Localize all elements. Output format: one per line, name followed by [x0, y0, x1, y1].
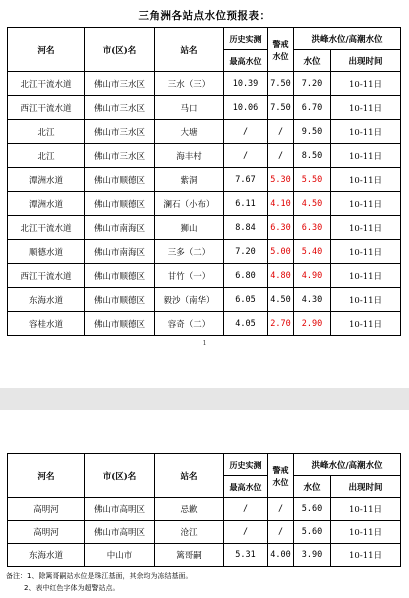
cell-district: 佛山市高明区: [85, 521, 155, 544]
cell-warning-level: 2.70: [268, 312, 294, 336]
cell-district: 佛山市三水区: [85, 72, 155, 96]
cell-forecast-level: 4.30: [294, 288, 331, 312]
note-line-2: 2、表中红色字体为超警站点。: [24, 584, 120, 592]
cell-river: 东海水道: [8, 544, 85, 567]
forecast-table-2: [7, 453, 401, 567]
cell-station: 狮山: [155, 216, 224, 240]
notes: [6, 570, 192, 594]
cell-hist-max: 7.67: [224, 168, 268, 192]
cell-river: 北江干流水道: [8, 72, 85, 96]
cell-forecast-level: 6.30: [294, 216, 331, 240]
cell-forecast-level: 5.40: [294, 240, 331, 264]
table-row: [8, 264, 401, 288]
cell-time: 10-11日: [331, 264, 401, 288]
cell-river: 北江干流水道: [8, 216, 85, 240]
cell-hist-max: 8.84: [224, 216, 268, 240]
cell-forecast-level: 6.70: [294, 96, 331, 120]
cell-station: 澜石（小布）: [155, 192, 224, 216]
cell-station: 毅沙（南华）: [155, 288, 224, 312]
cell-time: 10-11日: [331, 312, 401, 336]
cell-district: 佛山市顺德区: [85, 192, 155, 216]
cell-district: 佛山市南海区: [85, 216, 155, 240]
header-warning: 警戒 水位: [268, 454, 294, 498]
table-row: [8, 96, 401, 120]
page-title: 三角洲各站点水位预报表：: [138, 10, 271, 22]
cell-district: 佛山市三水区: [85, 96, 155, 120]
header-level: 水位: [294, 476, 331, 498]
cell-forecast-level: 8.50: [294, 144, 331, 168]
cell-station: 马口: [155, 96, 224, 120]
cell-forecast-level: 5.50: [294, 168, 331, 192]
table-row: [8, 72, 401, 96]
cell-district: 佛山市三水区: [85, 120, 155, 144]
cell-time: 10-11日: [331, 168, 401, 192]
table-row: [8, 288, 401, 312]
cell-warning-level: 7.50: [268, 72, 294, 96]
cell-river: 西江干流水道: [8, 96, 85, 120]
cell-warning-level: 4.80: [268, 264, 294, 288]
cell-station: 篱哥嗣: [155, 544, 224, 567]
forecast-table-1: [7, 27, 401, 336]
table-row: [8, 544, 401, 567]
cell-station: 三水（三）: [155, 72, 224, 96]
cell-time: 10-11日: [331, 521, 401, 544]
cell-river: 顺德水道: [8, 240, 85, 264]
page-number: 1: [202, 340, 207, 347]
cell-station: 甘竹（一）: [155, 264, 224, 288]
table-row: [8, 240, 401, 264]
header-time: 出现时间: [331, 50, 401, 72]
cell-warning-level: /: [268, 498, 294, 521]
note-line-1: 备注：1、除篱哥嗣站水位是珠江基面，其余均为冻结基面。: [6, 572, 193, 580]
cell-river: 高明河: [8, 521, 85, 544]
table-row: [8, 144, 401, 168]
cell-district: 佛山市顺德区: [85, 312, 155, 336]
cell-forecast-level: 4.90: [294, 264, 331, 288]
cell-time: 10-11日: [331, 288, 401, 312]
cell-time: 10-11日: [331, 96, 401, 120]
header-level: 水位: [294, 50, 331, 72]
cell-hist-max: /: [224, 498, 268, 521]
cell-hist-max: 5.31: [224, 544, 268, 567]
cell-warning-level: 5.00: [268, 240, 294, 264]
cell-warning-level: /: [268, 144, 294, 168]
header-river: 河名: [8, 28, 85, 72]
cell-forecast-level: 7.20: [294, 72, 331, 96]
table-row: [8, 168, 401, 192]
header-district: 市(区)名: [85, 28, 155, 72]
cell-forecast-level: 5.60: [294, 521, 331, 544]
page-separator: [0, 388, 409, 410]
cell-hist-max: 10.06: [224, 96, 268, 120]
cell-warning-level: 4.50: [268, 288, 294, 312]
cell-river: 潭洲水道: [8, 168, 85, 192]
header-station: 站名: [155, 454, 224, 498]
cell-time: 10-11日: [331, 192, 401, 216]
cell-river: 高明河: [8, 498, 85, 521]
cell-district: 佛山市顺德区: [85, 264, 155, 288]
cell-district: 佛山市三水区: [85, 144, 155, 168]
table-row: [8, 192, 401, 216]
document-page-2: [0, 410, 409, 598]
cell-hist-max: 6.80: [224, 264, 268, 288]
cell-warning-level: 5.30: [268, 168, 294, 192]
cell-time: 10-11日: [331, 120, 401, 144]
header-station: 站名: [155, 28, 224, 72]
cell-river: 容桂水道: [8, 312, 85, 336]
table-row: [8, 312, 401, 336]
cell-warning-level: 7.50: [268, 96, 294, 120]
cell-warning-level: /: [268, 521, 294, 544]
cell-hist-max: 4.05: [224, 312, 268, 336]
cell-hist-max: 7.20: [224, 240, 268, 264]
header-peak: 洪峰水位/高潮水位: [294, 454, 401, 476]
cell-hist-max: /: [224, 521, 268, 544]
cell-district: 佛山市高明区: [85, 498, 155, 521]
cell-forecast-level: 3.90: [294, 544, 331, 567]
cell-hist-max: /: [224, 120, 268, 144]
header-time: 出现时间: [331, 476, 401, 498]
cell-district: 佛山市南海区: [85, 240, 155, 264]
cell-hist-max: 10.39: [224, 72, 268, 96]
cell-river: 北江: [8, 120, 85, 144]
cell-station: 大塘: [155, 120, 224, 144]
cell-hist-max: 6.11: [224, 192, 268, 216]
cell-time: 10-11日: [331, 498, 401, 521]
header-river: 河名: [8, 454, 85, 498]
table-row: [8, 521, 401, 544]
cell-station: 三多（二）: [155, 240, 224, 264]
header-hist-b: 最高水位: [224, 50, 268, 72]
table-row: [8, 120, 401, 144]
cell-warning-level: /: [268, 120, 294, 144]
cell-forecast-level: 4.50: [294, 192, 331, 216]
cell-river: 东海水道: [8, 288, 85, 312]
cell-time: 10-11日: [331, 72, 401, 96]
cell-river: 西江干流水道: [8, 264, 85, 288]
cell-forecast-level: 2.90: [294, 312, 331, 336]
cell-station: 忌歉: [155, 498, 224, 521]
cell-warning-level: 4.10: [268, 192, 294, 216]
cell-time: 10-11日: [331, 216, 401, 240]
cell-forecast-level: 9.50: [294, 120, 331, 144]
cell-river: 北江: [8, 144, 85, 168]
header-hist-a: 历史实测: [224, 454, 268, 476]
cell-station: 容奇（二）: [155, 312, 224, 336]
cell-station: 紫洞: [155, 168, 224, 192]
cell-station: 海丰村: [155, 144, 224, 168]
cell-hist-max: /: [224, 144, 268, 168]
header-warning: 警戒 水位: [268, 28, 294, 72]
header-peak: 洪峰水位/高潮水位: [294, 28, 401, 50]
cell-time: 10-11日: [331, 544, 401, 567]
table-row: [8, 498, 401, 521]
cell-district: 佛山市顺德区: [85, 168, 155, 192]
cell-forecast-level: 5.60: [294, 498, 331, 521]
cell-river: 潭洲水道: [8, 192, 85, 216]
cell-district: 中山市: [85, 544, 155, 567]
cell-warning-level: 6.30: [268, 216, 294, 240]
cell-time: 10-11日: [331, 144, 401, 168]
header-hist-a: 历史实测: [224, 28, 268, 50]
header-district: 市(区)名: [85, 454, 155, 498]
cell-district: 佛山市顺德区: [85, 288, 155, 312]
table-row: [8, 216, 401, 240]
cell-station: 沧江: [155, 521, 224, 544]
header-hist-b: 最高水位: [224, 476, 268, 498]
cell-time: 10-11日: [331, 240, 401, 264]
cell-warning-level: 4.00: [268, 544, 294, 567]
cell-hist-max: 6.05: [224, 288, 268, 312]
